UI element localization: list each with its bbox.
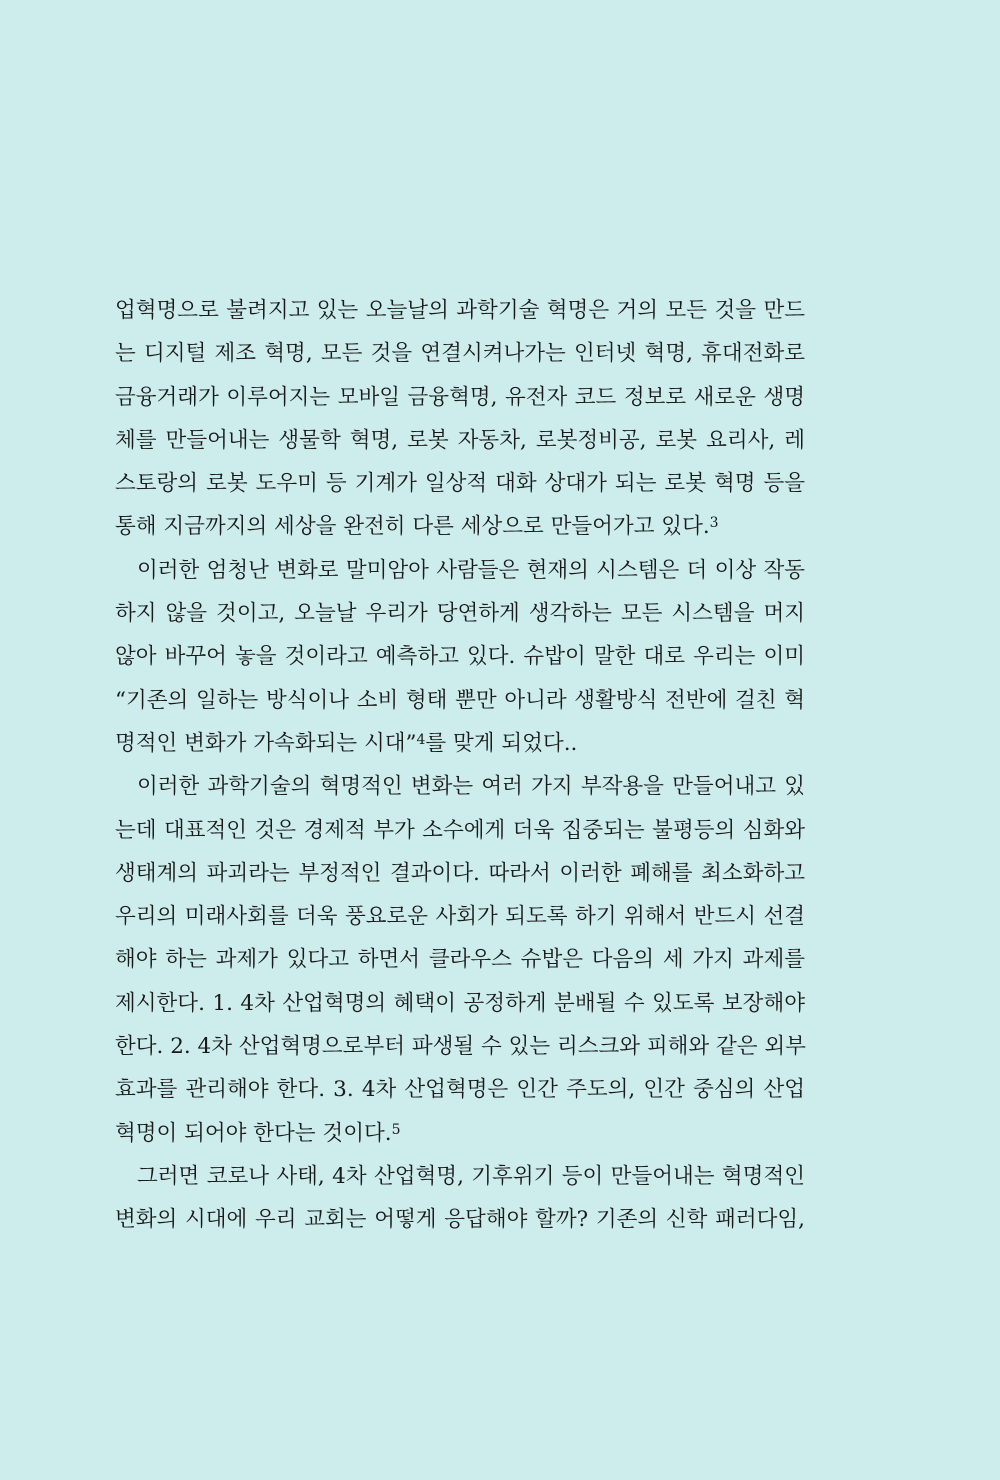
footnote-marker: 3 xyxy=(709,515,719,532)
text-line-content: 통해 지금까지의 세상을 완전히 다른 세상으로 만들어가고 있다. xyxy=(115,514,710,540)
text-line: 생태계의 파괴라는 부정적인 결과이다. 따라서 이러한 폐해를 최소화하고 xyxy=(115,860,805,886)
text-line: 스토랑의 로봇 도우미 등 기계가 일상적 대화 상대가 되는 로봇 혁명 등을 xyxy=(115,471,805,497)
text-line: 업혁명으로 불려지고 있는 오늘날의 과학기술 혁명은 거의 모든 것을 만드 xyxy=(115,298,805,323)
page-body xyxy=(115,289,805,1242)
paragraph-1 xyxy=(115,289,805,549)
text-line: 효과를 관리해야 한다. 3. 4차 산업혁명은 인간 주도의, 인간 중심의 산업 xyxy=(115,1077,805,1103)
text-line: 는데 대표적인 것은 경제적 부가 소수에게 더욱 집중되는 불평등의 심화와 xyxy=(115,817,805,843)
text-line-indented: 이러한 엄청난 변화로 말미암아 사람들은 현재의 시스템은 더 이상 작동 xyxy=(137,557,805,583)
text-line-last xyxy=(115,505,805,548)
text-line-content: 혁명이 되어야 한다는 것이다. xyxy=(115,1120,392,1146)
text-line: 하지 않을 것이고, 오늘날 우리가 당연하게 생각하는 모든 시스템을 머지 xyxy=(115,601,805,627)
text-line: 는 디지털 제조 혁명, 모든 것을 연결시켜나가는 인터넷 혁명, 휴대전화로 xyxy=(115,341,805,367)
paragraph-4 xyxy=(115,1155,805,1242)
text-line-last xyxy=(115,1112,805,1155)
paragraph-2 xyxy=(115,549,805,765)
footnote-marker: 5 xyxy=(391,1121,401,1138)
text-line-last xyxy=(115,722,805,765)
text-line: 해야 하는 과제가 있다고 하면서 클라우스 슈밥은 다음의 세 가지 과제를 xyxy=(115,947,805,973)
text-line: 않아 바꾸어 놓을 것이라고 예측하고 있다. 슈밥이 말한 대로 우리는 이미 xyxy=(115,644,805,670)
text-line: 변화의 시대에 우리 교회는 어떻게 응답해야 할까? 기존의 신학 패러다임, xyxy=(115,1207,805,1233)
text-line: 한다. 2. 4차 산업혁명으로부터 파생될 수 있는 리스크와 피해와 같은 외부 xyxy=(115,1034,806,1060)
paragraph-3 xyxy=(115,765,805,1155)
text-line: 우리의 미래사회를 더욱 풍요로운 사회가 되도록 하기 위해서 반드시 선결 xyxy=(115,904,805,930)
text-line: 체를 만들어내는 생물학 혁명, 로봇 자동차, 로봇정비공, 로봇 요리사, 레 xyxy=(115,427,805,453)
text-line-indented: 이러한 과학기술의 혁명적인 변화는 여러 가지 부작용을 만들어내고 있 xyxy=(137,774,805,800)
text-line-indented: 그러면 코로나 사태, 4차 산업혁명, 기후위기 등이 만들어내는 혁명적인 xyxy=(137,1163,805,1189)
text-line-content: 명적인 변화가 가속화되는 시대” xyxy=(115,730,417,756)
text-line: “기존의 일하는 방식이나 소비 형태 뿐만 아니라 생활방식 전반에 걸친 혁 xyxy=(115,687,805,713)
footnote-marker: 4 xyxy=(416,731,426,748)
text-line: 금융거래가 이루어지는 모바일 금융혁명, 유전자 코드 정보로 새로운 생명 xyxy=(115,384,805,410)
text-line-tail: 를 맞게 되었다.. xyxy=(425,730,578,756)
text-line: 제시한다. 1. 4차 산업혁명의 혜택이 공정하게 분배될 수 있도록 보장해야 xyxy=(115,990,805,1016)
